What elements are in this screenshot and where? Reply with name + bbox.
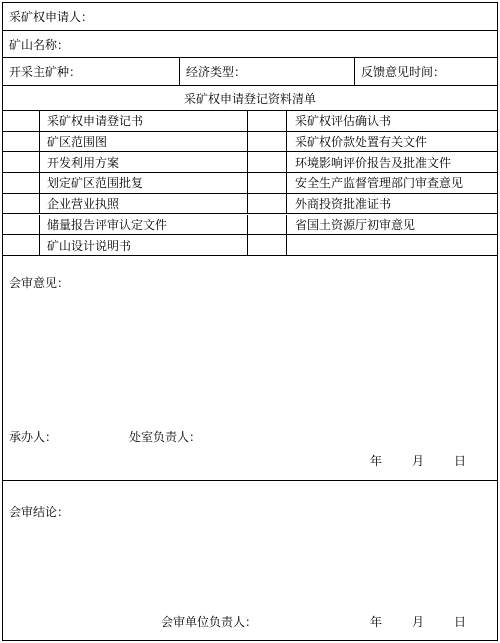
applicant-label: 采矿权申请人： <box>9 10 94 24</box>
checklist-item-right: 环境影响评价报告及批准文件 <box>295 155 452 170</box>
checklist-divider-left-box <box>39 194 40 214</box>
checklist-item-right: 采矿权评估确认书 <box>295 114 392 129</box>
checklist-row <box>3 173 497 194</box>
checklist-divider-right-box <box>286 215 287 235</box>
mineral-label: 开采主矿种： <box>9 65 82 79</box>
applicant-row <box>3 3 497 31</box>
checklist-divider-left-box <box>39 173 40 193</box>
unit-head-label: 会审单位负责人： <box>161 615 258 629</box>
checklist-item-left: 采矿权申请登记书 <box>47 114 144 129</box>
feedback-time-label: 反馈意见时间： <box>361 65 446 79</box>
checklist-item-left: 矿区范围图 <box>47 135 108 150</box>
mine-name-label: 矿山名称： <box>9 37 70 52</box>
review-day: 日 <box>454 454 467 468</box>
conclusion-year: 年 <box>370 615 383 629</box>
checklist-divider-left-box <box>39 152 40 172</box>
mining-right-review-form <box>2 2 498 641</box>
handler-label: 承办人： <box>9 430 58 444</box>
checklist-item-left: 开发利用方案 <box>47 155 120 170</box>
checklist-row <box>3 194 497 215</box>
conclusion-label: 会审结论： <box>9 505 70 519</box>
checklist-divider-middle <box>247 152 248 172</box>
checklist-row <box>3 215 497 236</box>
mine-name-row <box>3 31 497 58</box>
review-conclusion-section <box>3 481 497 642</box>
review-opinion-label: 会审意见： <box>9 276 70 290</box>
review-month: 月 <box>412 454 425 468</box>
checklist-item-left: 储量报告评审认定文件 <box>47 217 168 232</box>
checklist-title-row <box>3 86 497 111</box>
conclusion-day: 日 <box>454 615 467 629</box>
office-head-label: 处室负责人： <box>129 430 202 444</box>
checklist-divider-middle <box>247 235 248 255</box>
checklist-title: 采矿权申请登记资料清单 <box>183 91 316 106</box>
checklist-divider-right-box <box>286 235 287 255</box>
checklist-divider-right-box <box>286 132 287 152</box>
economy-type-label: 经济类型： <box>186 65 247 79</box>
review-opinion-section <box>3 256 497 481</box>
info-row <box>3 58 497 86</box>
checklist-item-right: 采矿权价款处置有关文件 <box>295 135 428 150</box>
checklist-divider-left-box <box>39 215 40 235</box>
checklist-item-right: 安全生产监督管理部门审查意见 <box>295 176 464 191</box>
conclusion-month: 月 <box>412 615 425 629</box>
checklist-divider-right-box <box>286 194 287 214</box>
checklist-row <box>3 152 497 173</box>
checklist-divider-middle <box>247 132 248 152</box>
checklist-divider-left-box <box>39 111 40 131</box>
checklist-row <box>3 132 497 153</box>
checklist-divider-middle <box>247 194 248 214</box>
checklist-divider-middle <box>247 215 248 235</box>
checklist-divider-right-box <box>286 152 287 172</box>
checklist-item-left: 划定矿区范围批复 <box>47 176 144 191</box>
checklist-divider-left-box <box>39 235 40 255</box>
info-divider-1 <box>179 58 180 85</box>
checklist-divider-middle <box>247 173 248 193</box>
checklist-row <box>3 235 497 256</box>
checklist-item-left: 矿山设计说明书 <box>47 238 132 253</box>
checklist-divider-right-box <box>286 173 287 193</box>
checklist-item-left: 企业营业执照 <box>47 197 120 212</box>
checklist-divider-left-box <box>39 132 40 152</box>
checklist-item-right: 外商投资批准证书 <box>295 197 392 212</box>
checklist-divider-middle <box>247 111 248 131</box>
checklist-row <box>3 111 497 132</box>
checklist-divider-right-box <box>286 111 287 131</box>
review-year: 年 <box>370 454 383 468</box>
info-divider-2 <box>354 58 355 85</box>
checklist-item-right: 省国土资源厅初审意见 <box>295 217 416 232</box>
